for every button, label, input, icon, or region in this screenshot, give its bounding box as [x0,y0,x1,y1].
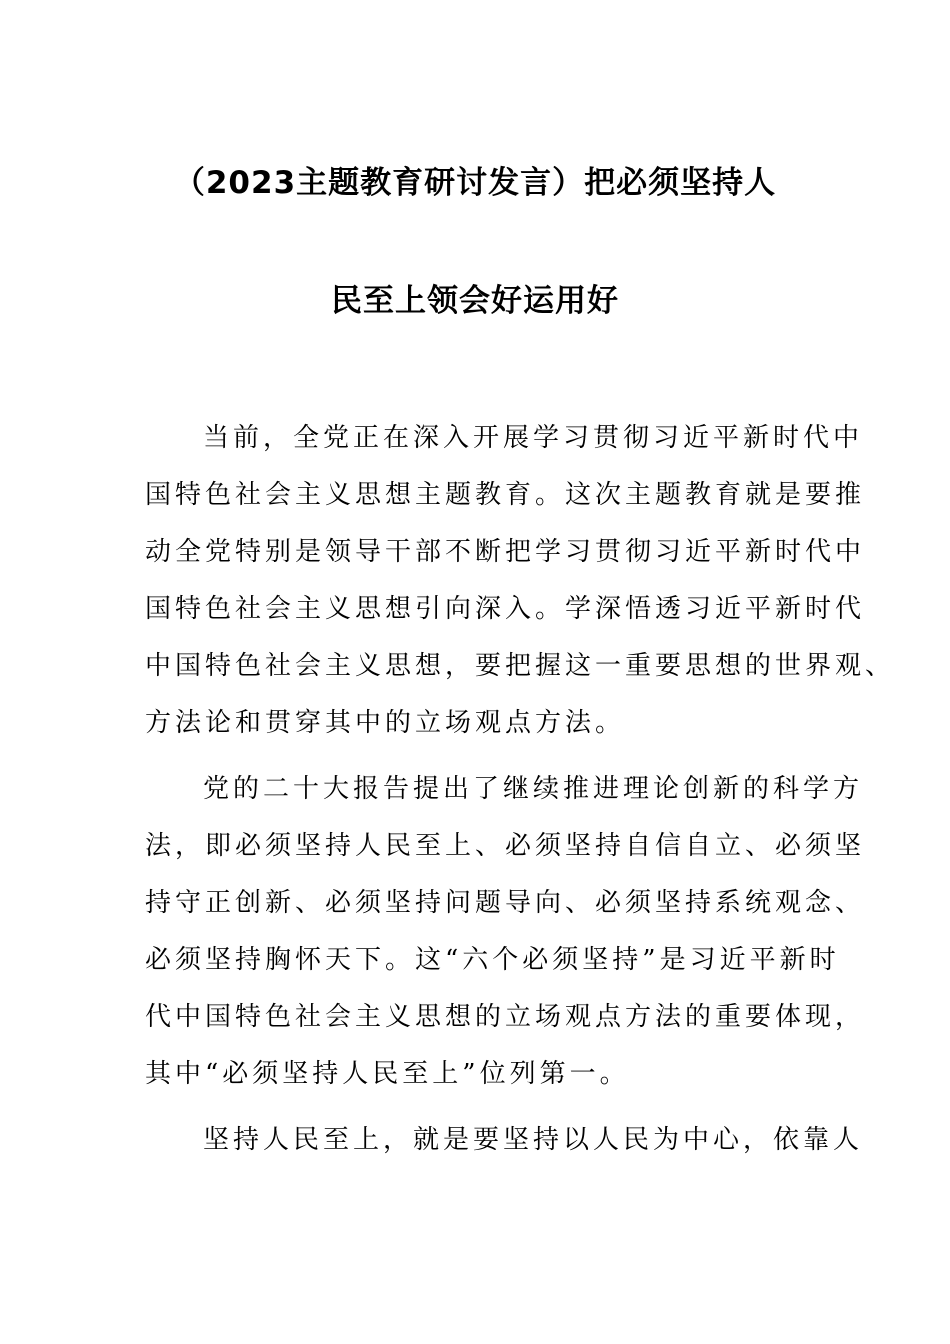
document-title-line-1: （2023主题教育研讨发言）把必须坚持人 [173,165,777,201]
paragraph-line: 方法论和贯穿其中的立场观点方法。 [145,708,626,738]
paragraph-line: 国特色社会主义思想主题教育。这次主题教育就是要推 [145,480,866,510]
paragraph-1 [145,410,896,752]
paragraph-line: 当前，全党正在深入开展学习贯彻习近平新时代中 [203,423,864,453]
paragraph-line: 必须坚持胸怀天下。这“六个必须坚持”是习近平新时 [145,945,840,975]
paragraph-3 [145,1112,864,1169]
paragraph-line: 法，即必须坚持人民至上、必须坚持自信自立、必须坚 [145,831,866,861]
paragraph-line: 代中国特色社会主义思想的立场观点方法的重要体现， [145,1002,866,1032]
paragraph-line: 其中“必须坚持人民至上”位列第一。 [145,1059,630,1089]
paragraph-line: 坚持人民至上，就是要坚持以人民为中心，依靠人 [203,1125,864,1155]
paragraph-line: 持守正创新、必须坚持问题导向、必须坚持系统观念、 [145,888,866,918]
paragraph-line: 动全党特别是领导干部不断把学习贯彻习近平新时代中 [145,537,866,567]
paragraph-line: 中国特色社会主义思想，要把握这一重要思想的世界观、 [145,651,896,681]
document-title-line-2: 民至上领会好运用好 [331,283,619,319]
paragraph-line: 国特色社会主义思想引向深入。学深悟透习近平新时代 [145,594,866,624]
paragraph-2 [145,761,866,1103]
paragraph-line: 党的二十大报告提出了继续推进理论创新的科学方 [203,774,864,804]
